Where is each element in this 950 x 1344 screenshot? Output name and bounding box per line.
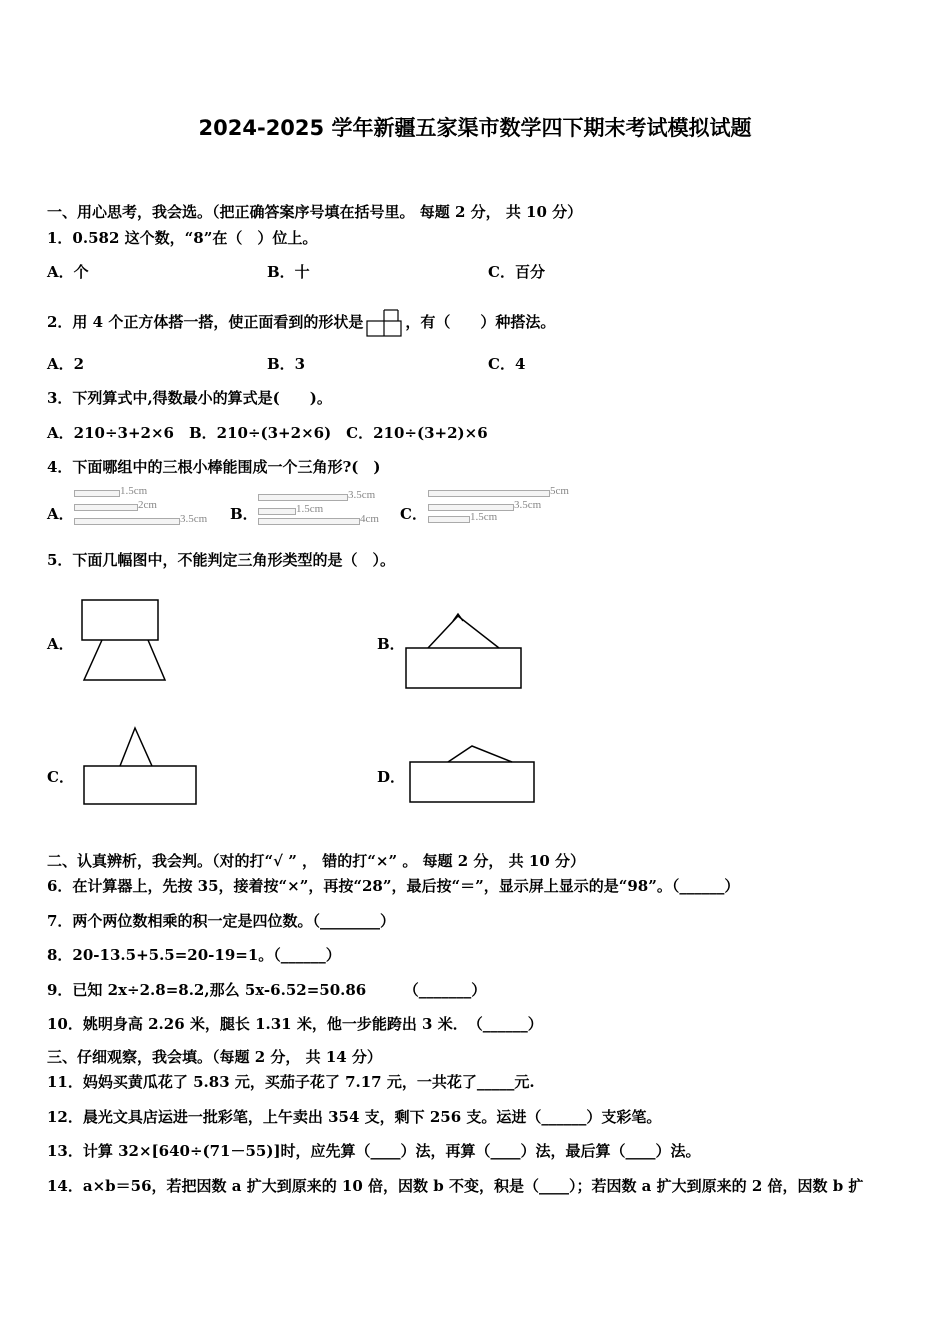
question-12: 12．晨光文具店运进一批彩笔，上午卖出 354 支，剩下 256 支。运进（______）支彩笔。 [47,1108,662,1126]
q4-option-b[interactable]: B． [230,505,258,523]
q3-options: A．210÷3+2×6 B．210÷(3+2×6) C．210÷(3+2)×6 [47,424,488,442]
stick-label: 2cm [138,499,157,511]
front-view-shape-icon [365,308,403,338]
q1-option-c[interactable]: C．百分 [488,263,545,281]
figure-d-obtuse-triangle [408,740,538,806]
stick-label: 1.5cm [470,511,498,523]
stick [258,494,348,501]
section-3-heading: 三、仔细观察，我会填。（每题 2 分， 共 14 分） [47,1048,382,1066]
stick [428,516,470,523]
question-4: 4．下面哪组中的三根小棒能围成一个三角形?( ) [47,458,381,476]
question-3: 3．下列算式中,得数最小的算式是( )。 [47,389,332,407]
page-title: 2024-2025 学年新疆五家渠市数学四下期末考试模拟试题 [198,116,752,140]
question-7: 7．两个两位数相乘的积一定是四位数。（________） [47,912,395,930]
question-14: 14．a×b＝56，若把因数 a 扩大到原来的 10 倍，因数 b 不变，积是（____）；若因数 a 扩大到原来的 2 倍，因数 b 扩 [47,1177,864,1195]
question-11: 11．妈妈买黄瓜花了 5.83 元，买茄子花了 7.17 元，一共花了_____元. [47,1073,535,1091]
q2-stem-pre: 2．用 4 个正方体搭一搭，使正面看到的形状是 [47,313,364,331]
stick [74,490,120,497]
stick [428,490,550,497]
question-13: 13．计算 32×[640÷(71－55)]时，应先算（____）法，再算（____）法，最后算（____）法。 [47,1142,701,1160]
question-8: 8．20-13.5+5.5=20-19=1。（______） [47,946,341,964]
figure-a-triangle-covered [78,598,168,684]
section-1-heading: 一、用心思考，我会选。（把正确答案序号填在括号里。 每题 2 分， 共 10 分） [47,203,583,221]
stick [428,504,514,511]
question-10: 10．姚明身高 2.26 米，腿长 1.31 米，他一步能跨出 3 米． （______） [47,1015,543,1033]
question-2 [47,308,555,338]
q4-option-a[interactable]: A． [47,505,74,523]
stick [258,518,360,525]
stick [258,508,296,515]
question-1: 1．0.582 这个数，“8”在（ ）位上。 [47,229,318,247]
q5-option-c[interactable]: C． [47,768,74,786]
q5-option-a[interactable]: A． [47,635,74,653]
q2-option-a[interactable]: A．2 [47,355,85,373]
question-6: 6．在计算器上，先按 35，接着按“×”，再按“28”，最后按“＝”，显示屏上显示的是“98”。（______） [47,877,740,895]
q2-option-c[interactable]: C．4 [488,355,526,373]
stick-label: 1.5cm [120,485,148,497]
stick-label: 1.5cm [296,503,324,515]
q2-stem-post: ，有（ ）种搭法。 [405,313,556,331]
stick-label: 4cm [360,513,379,525]
q4-option-c[interactable]: C． [400,505,427,523]
stick-label: 3.5cm [514,499,542,511]
q1-option-b[interactable]: B．十 [267,263,310,281]
figure-c-acute-triangle [80,724,200,808]
figure-b-right-triangle [404,608,524,692]
q1-option-a[interactable]: A．个 [47,263,89,281]
stick [74,518,180,525]
q5-option-d[interactable]: D． [377,768,406,786]
section-2-heading: 二、认真辨析，我会判。（对的打“√ ” ， 错的打“×” 。 每题 2 分， 共 10 分） [47,852,585,870]
stick-label: 3.5cm [348,489,376,501]
q2-option-b[interactable]: B．3 [267,355,306,373]
question-5: 5．下面几幅图中，不能判定三角形类型的是（ ）。 [47,551,395,569]
q5-option-b[interactable]: B． [377,635,405,653]
stick-label: 5cm [550,485,569,497]
stick-label: 3.5cm [180,513,208,525]
question-9: 9．已知 2x÷2.8=8.2,那么 5x-6.52=50.86 （_______） [47,981,487,999]
stick [74,504,138,511]
